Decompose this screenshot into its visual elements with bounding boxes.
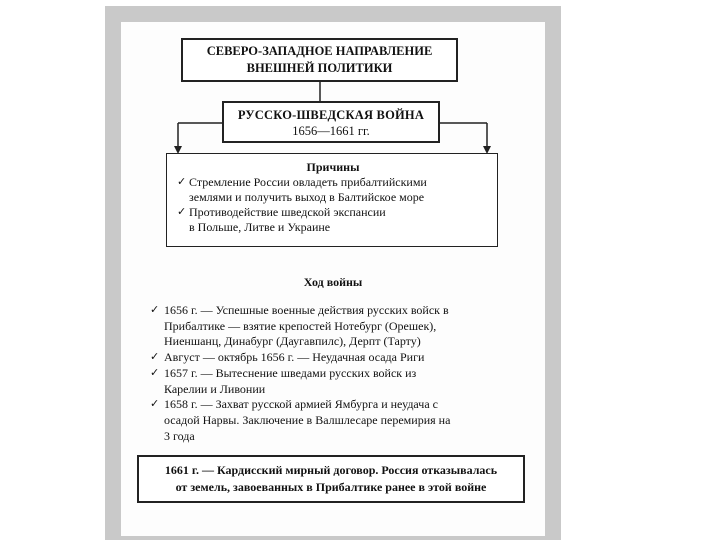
course-line: Прибалтике — взятие крепостей Нотебург (Орешек),: [164, 318, 437, 333]
check-icon: ✓: [150, 366, 160, 379]
cause-line: Стремление России овладеть прибалтийскими: [189, 175, 427, 189]
course-line: 1656 г. — Успешные военные действия русских войск в: [164, 303, 449, 317]
course-list: [150, 303, 516, 444]
title-box: [181, 38, 458, 82]
title-line-2: ВНЕШНЕЙ ПОЛИТИКИ: [246, 61, 393, 75]
check-icon: ✓: [150, 351, 160, 364]
peace-line-1: 1661 г. — Кардисский мирный договор. Россия отказывалась: [164, 463, 498, 477]
check-icon: ✓: [150, 398, 160, 411]
course-line: 3 года: [164, 428, 195, 443]
cause-line: землями и получить выход в Балтийское море: [189, 190, 425, 204]
war-box: [222, 101, 440, 143]
cause-item: [177, 175, 489, 205]
course-item: [150, 366, 516, 397]
course-line: 1657 г. — Вытеснение шведами русских войск из: [164, 365, 417, 380]
course-heading: Ход войны: [303, 275, 363, 289]
cause-line: Противодействие шведской экспансии: [189, 205, 386, 219]
course-line: Карелии и Ливонии: [164, 381, 266, 396]
war-name: РУССКО-ШВЕДСКАЯ ВОЙНА: [237, 108, 425, 122]
causes-box: [166, 153, 498, 247]
course-item: [150, 303, 516, 350]
course-item: [150, 397, 516, 444]
check-icon: ✓: [177, 176, 187, 188]
peace-line-2: от земель, завоеванных в Прибалтике ранее в этой войне: [175, 480, 487, 494]
course-line: осадой Нарвы. Заключение в Валшлесаре перемирия на: [164, 412, 451, 427]
check-icon: ✓: [150, 304, 160, 316]
course-line: Август — октябрь 1656 г. — Неудачная осада Риги: [164, 350, 425, 365]
cause-line: в Польше, Литве и Украине: [189, 220, 331, 234]
course-item: [150, 350, 516, 366]
causes-heading: Причины: [306, 160, 360, 174]
war-years: 1656—1661 гг.: [292, 124, 370, 138]
check-icon: ✓: [177, 206, 187, 218]
cause-item: [177, 205, 489, 235]
course-line: Ниеншанц, Динабург (Даугавпилс), Дерпт (Тарту): [164, 334, 421, 349]
course-line: 1658 г. — Захват русской армией Ямбурга и неудача с: [164, 397, 438, 412]
title-line-1: СЕВЕРО-ЗАПАДНОЕ НАПРАВЛЕНИЕ: [206, 44, 433, 58]
peace-treaty-box: [137, 455, 525, 503]
